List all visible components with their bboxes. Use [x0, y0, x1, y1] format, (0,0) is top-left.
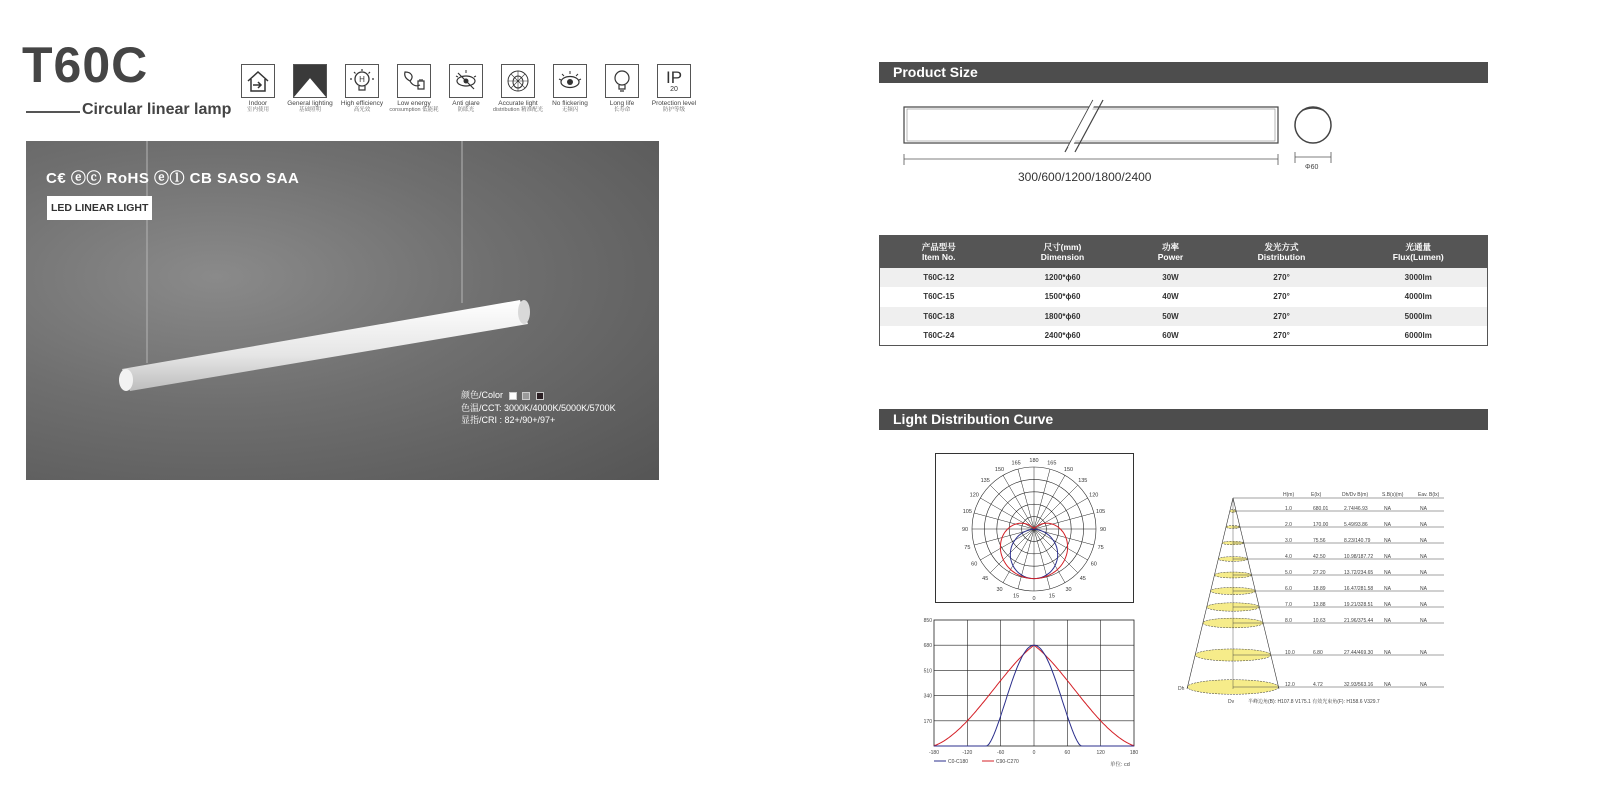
cell-power: 50W [1128, 307, 1214, 327]
feature-long-life [597, 64, 647, 113]
cone-header-label: H(m) [1283, 492, 1295, 498]
cone-footer: 半峰边角(B): H107.8 V175.1 有效光束角(F): H158.6 V329.7 [1248, 699, 1380, 705]
color-swatch-black [536, 392, 544, 400]
polar-angle-label: 105 [962, 509, 972, 516]
high-efficiency-icon [345, 64, 379, 98]
feature-low-energy [389, 64, 439, 113]
feature-label-line2: consumption [389, 107, 421, 114]
feature-label-cn [389, 107, 438, 113]
polar-angle-label: 60 [1090, 561, 1097, 568]
polar-angle-label: 75 [964, 544, 971, 551]
cone-header-label: S.B(s)(m) [1382, 492, 1404, 498]
polar-angle-label: 120 [969, 492, 979, 499]
cell-distribution: 270° [1214, 268, 1350, 288]
certification-marks: C€ ⓔⓒ RoHS ⓔⓛ CB SASO SAA [46, 170, 300, 187]
cell-power: 40W [1128, 287, 1214, 307]
cone-row-value: NA [1384, 570, 1391, 576]
linear-y-tick: 340 [923, 693, 932, 700]
cell-power: 30W [1128, 268, 1214, 288]
linear-x-tick: 180 [1129, 750, 1139, 756]
cone-row-value: NA [1384, 618, 1391, 624]
polar-spoke [1034, 485, 1078, 529]
cell-distribution: 270° [1214, 326, 1350, 346]
cone-row-value: 10.63 [1313, 618, 1326, 624]
polar-angle-label: 15 [1013, 593, 1020, 600]
polar-spoke [974, 513, 1034, 529]
cone-chart-svg [1170, 485, 1460, 710]
cone-row-value: NA [1384, 586, 1391, 592]
cone-row-value: 1.0 [1285, 506, 1292, 512]
long-life-icon [605, 64, 639, 98]
photo-spec-block [461, 389, 616, 427]
cone-row-value: 170.00 [1313, 522, 1329, 528]
linear-x-tick: -120 [962, 750, 973, 756]
cone-row-value: 4.0 [1285, 554, 1292, 560]
table-row [880, 326, 1488, 346]
cri-line: 显指/CRI : 82+/90+/97+ [461, 415, 556, 425]
polar-spoke [980, 529, 1034, 560]
led-linear-light-tag: LED LINEAR LIGHT [47, 196, 152, 220]
feature-general-lighting [285, 64, 335, 113]
feature-label-cn: 室内使用 [246, 107, 269, 114]
ip-glyph-sub: 20 [670, 85, 678, 93]
diameter-dimension-label: Φ60 [1305, 164, 1319, 171]
cone-row-value: 75.56 [1313, 538, 1326, 544]
cone-row-value: 2.0 [1285, 522, 1292, 528]
table-header [1214, 236, 1350, 268]
cone-row-value: 2.74/46.93 [1344, 506, 1368, 512]
feature-label-cn: 高光效 [353, 107, 371, 114]
feature-label-cn: 防护等级 [662, 107, 685, 114]
polar-angle-label: 30 [996, 586, 1003, 593]
color-line [461, 389, 616, 402]
cone-row-value: NA [1384, 650, 1391, 656]
cone-row-value: NA [1384, 554, 1391, 560]
polar-angle-label: 180 [1029, 458, 1039, 464]
polar-spoke [990, 529, 1034, 573]
legend-label-blue: C0-C180 [948, 759, 969, 765]
polar-spoke [1034, 529, 1078, 573]
polar-angle-label: 75 [1097, 544, 1104, 551]
header-en: Distribution [1257, 251, 1306, 262]
cone-row-value: NA [1420, 570, 1427, 576]
polar-spoke [1034, 513, 1094, 529]
polar-spoke [1003, 475, 1034, 529]
product-title: T60C [22, 37, 149, 93]
cone-row-value: 8.0 [1285, 618, 1292, 624]
feature-label: Anti glare [452, 100, 480, 107]
cell-item-no: T60C-15 [880, 287, 998, 307]
table-row [880, 268, 1488, 288]
header-cn: 光通量 [1405, 241, 1431, 252]
lamp-illustration [26, 141, 659, 480]
polar-spoke [1034, 475, 1065, 529]
low-energy-icon [397, 64, 431, 98]
linear-x-tick: -60 [997, 750, 1005, 756]
accurate-light-icon [501, 64, 535, 98]
cone-row-value: NA [1420, 682, 1427, 688]
cone-row-value: 21.96/375.44 [1344, 618, 1374, 624]
feature-no-flickering [545, 64, 595, 113]
feature-label-cn: 长寿命 [613, 107, 631, 114]
table-header [880, 236, 998, 268]
linear-unit-label: 单位: cd [1110, 762, 1130, 768]
light-distribution-heading: Light Distribution Curve [879, 409, 1488, 430]
color-label: 颜色/Color [461, 390, 504, 400]
cone-row-value: 5.49/93.86 [1344, 522, 1368, 528]
polar-angle-label: 150 [1063, 467, 1074, 474]
header-cn: 发光方式 [1264, 241, 1299, 252]
cell-distribution: 270° [1214, 307, 1350, 327]
feature-label: High efficiency [340, 100, 384, 107]
feature-indoor [233, 64, 283, 113]
cone-header-label: Dh/Dv B(m) [1342, 492, 1369, 498]
linear-x-tick: 0 [1032, 750, 1036, 756]
polar-angle-label: 135 [980, 478, 990, 485]
polar-spoke [1018, 529, 1034, 589]
cone-row-value: NA [1384, 682, 1391, 688]
cone-row-value: NA [1420, 554, 1427, 560]
cone-header-label: Eav. B(lx) [1418, 492, 1440, 498]
cct-line: 色温/CCT: 3000K/4000K/5000K/5700K [461, 402, 616, 413]
cell-item-no: T60C-24 [880, 326, 998, 346]
cone-dh-label: Dh [1178, 686, 1185, 692]
linear-y-tick: 680 [923, 643, 932, 650]
cell-power: 60W [1128, 326, 1214, 346]
polar-spoke [1034, 529, 1088, 560]
length-dimension-label: 300/600/1200/1800/2400 [1018, 170, 1152, 184]
color-swatch-grey [522, 392, 530, 400]
feature-label-cn [493, 107, 543, 113]
feature-label-line2: distribution [492, 107, 520, 114]
polar-spoke [1034, 469, 1050, 529]
linear-y-tick: 510 [923, 668, 932, 675]
feature-label-cn-text: 精准配光 [521, 107, 544, 114]
table-row [880, 307, 1488, 327]
polar-angle-label: 165 [1047, 460, 1057, 467]
cell-dimension: 1200*ϕ60 [998, 268, 1128, 288]
polar-angle-label: 45 [982, 575, 989, 582]
header-en: Flux(Lumen) [1392, 251, 1444, 262]
legend-label-red: C90-C270 [996, 759, 1019, 765]
polar-angle-label: 90 [961, 527, 969, 533]
cone-row-value: NA [1384, 522, 1391, 528]
header-en: Power [1157, 251, 1184, 262]
product-photo [26, 141, 659, 480]
cone-row-value: 7.0 [1285, 602, 1292, 608]
cone-row-value: 27.20 [1313, 570, 1326, 576]
cone-row-value: NA [1420, 586, 1427, 592]
feature-accurate-light [493, 64, 543, 113]
cell-flux: 4000lm [1350, 287, 1488, 307]
cone-row-value: 5.0 [1285, 570, 1292, 576]
header-cn: 功率 [1161, 241, 1179, 252]
cone-row-value: 4.72 [1313, 682, 1323, 688]
polar-spoke [1018, 469, 1034, 529]
anti-glare-icon [449, 64, 483, 98]
linear-distribution-chart [916, 616, 1144, 771]
feature-label-cn: 基础照明 [298, 107, 321, 114]
feature-label-cn: 无频闪 [561, 107, 579, 114]
polar-chart-svg [936, 454, 1133, 602]
cone-row-value: 12.0 [1285, 682, 1295, 688]
product-size-heading: Product Size [879, 62, 1488, 83]
feature-high-efficiency [337, 64, 387, 113]
header-en: Dimension [1040, 251, 1085, 262]
polar-angle-label: 45 [1079, 575, 1086, 582]
no-flickering-icon [553, 64, 587, 98]
cone-row-value: 6.80 [1313, 650, 1323, 656]
polar-angle-label: 0 [1032, 596, 1036, 602]
table-row [880, 287, 1488, 307]
cone-row-value: 13.72/234.65 [1344, 570, 1374, 576]
cone-row-value: 16.47/281.58 [1344, 586, 1374, 592]
linear-x-tick: 60 [1064, 750, 1071, 756]
header-cn: 尺寸(mm) [1043, 241, 1082, 252]
cell-item-no: T60C-18 [880, 307, 998, 327]
linear-x-tick: -180 [928, 750, 940, 756]
feature-label-cn-text: 低能耗 [422, 107, 439, 114]
cone-row-value: 10.98/187.72 [1344, 554, 1374, 560]
table-header [998, 236, 1128, 268]
polar-angle-label: 60 [971, 561, 978, 568]
feature-label: Protection level [651, 100, 697, 107]
cone-row-value: NA [1420, 522, 1427, 528]
polar-angle-label: 105 [1096, 509, 1106, 516]
cone-row-value: NA [1420, 506, 1427, 512]
table-header [1128, 236, 1214, 268]
feature-ip20 [649, 64, 699, 113]
product-subtitle: Circular linear lamp [82, 101, 232, 118]
linear-y-tick: 850 [923, 618, 932, 624]
polar-angle-label: 165 [1011, 460, 1021, 467]
cone-row-value: 13.88 [1313, 602, 1326, 608]
polar-distribution-chart [935, 453, 1134, 603]
feature-label: Accurate light [498, 100, 538, 107]
feature-icon-row [233, 64, 701, 113]
cone-row-value: NA [1384, 602, 1391, 608]
polar-angle-label: 15 [1048, 593, 1055, 600]
linear-x-tick: 120 [1096, 750, 1105, 756]
table-header [1350, 236, 1488, 268]
polar-angle-label: 120 [1089, 492, 1099, 499]
cone-row-value: NA [1420, 618, 1427, 624]
linear-chart-svg [916, 616, 1144, 771]
feature-label: General lighting [287, 100, 333, 107]
cone-row-value: 680.01 [1313, 506, 1329, 512]
cell-item-no: T60C-12 [880, 268, 998, 288]
cell-dimension: 2400*ϕ60 [998, 326, 1128, 346]
cone-row-value: NA [1420, 602, 1427, 608]
cone-row-value: 8.23/140.79 [1344, 538, 1371, 544]
polar-spoke [1034, 529, 1050, 589]
cone-row-value: NA [1420, 538, 1427, 544]
color-swatch-white [509, 392, 517, 400]
indoor-icon [241, 64, 275, 98]
cone-row-value: 42.50 [1313, 554, 1326, 560]
cone-row-value: 32.93/563.16 [1344, 682, 1374, 688]
ip-glyph: IP [665, 67, 683, 87]
cone-row-value: 3.0 [1285, 538, 1292, 544]
cone-dv-label: Dv [1228, 699, 1235, 705]
spec-table [879, 235, 1488, 346]
cone-row-value: NA [1384, 538, 1391, 544]
cell-flux: 5000lm [1350, 307, 1488, 327]
polar-angle-label: 90 [1099, 527, 1107, 533]
illuminance-cone-chart [1170, 485, 1460, 710]
cone-row-value: 18.89 [1313, 586, 1326, 592]
cone-row-value: NA [1420, 650, 1427, 656]
subtitle-rule [26, 111, 80, 113]
feature-label: No flickering [552, 100, 588, 107]
cell-flux: 6000lm [1350, 326, 1488, 346]
header-cn: 产品型号 [921, 241, 956, 252]
cone-row-value: 19.21/328.51 [1344, 602, 1374, 608]
cone-row-value: 27.44/469.30 [1344, 650, 1374, 656]
header-en: Item No. [921, 251, 956, 262]
feature-label: Indoor [248, 100, 268, 107]
cell-distribution: 270° [1214, 287, 1350, 307]
cone-header-label: E(lx) [1311, 492, 1322, 498]
ip20-icon [657, 64, 691, 98]
feature-label: Low energy [397, 100, 431, 107]
polar-angle-label: 135 [1078, 478, 1088, 485]
cell-flux: 3000lm [1350, 268, 1488, 288]
cell-dimension: 1800*ϕ60 [998, 307, 1128, 327]
polar-spoke [990, 485, 1034, 529]
cell-dimension: 1500*ϕ60 [998, 287, 1128, 307]
table-header-row [880, 236, 1488, 268]
linear-y-tick: 170 [923, 718, 932, 725]
feature-label: Long life [609, 100, 635, 107]
cone-row-value: NA [1384, 506, 1391, 512]
polar-angle-label: 150 [994, 467, 1005, 474]
feature-label-cn: 防眩光 [457, 107, 475, 114]
cone-row-value: 10.0 [1285, 650, 1295, 656]
polar-angle-label: 30 [1065, 586, 1072, 593]
feature-anti-glare [441, 64, 491, 113]
svg-text:H: H [359, 75, 365, 84]
general-lighting-icon [293, 64, 327, 98]
cone-row-value: 6.0 [1285, 586, 1292, 592]
